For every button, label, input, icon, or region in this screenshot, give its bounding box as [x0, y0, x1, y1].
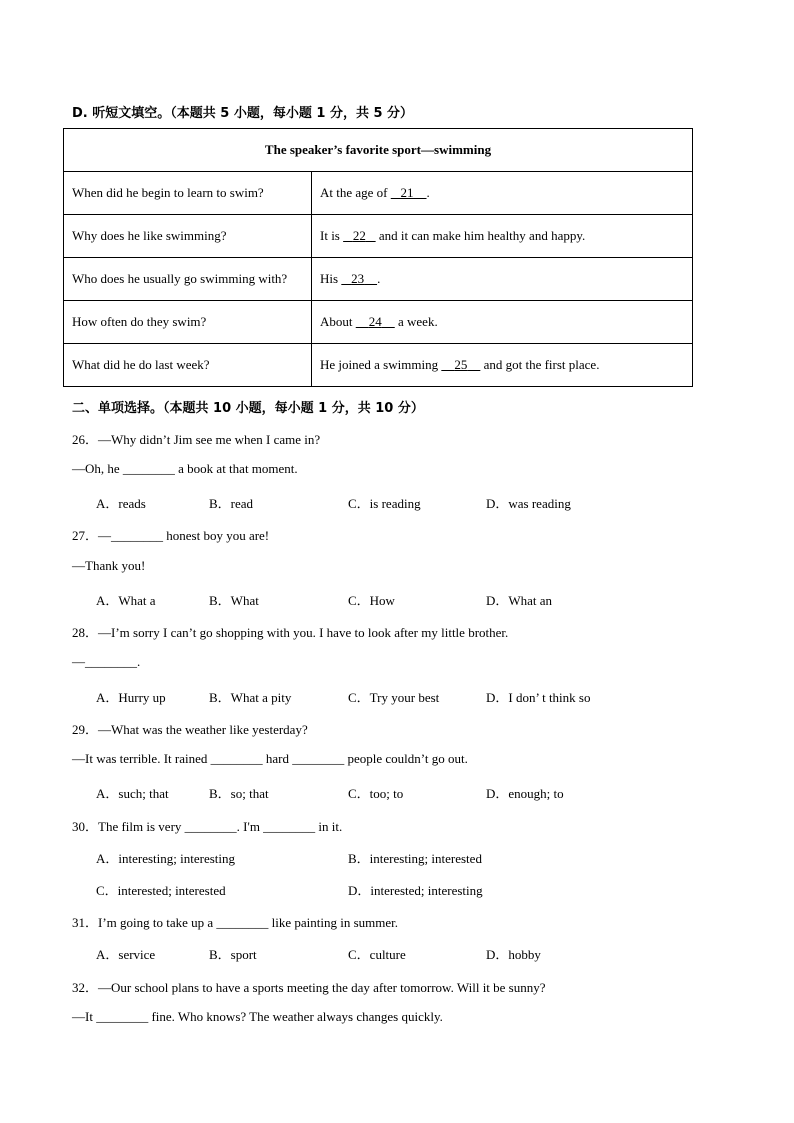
option-d[interactable]: D．enough; to — [486, 786, 564, 801]
option-b[interactable]: B．read — [209, 496, 254, 511]
row-question: Who does he usually go swimming with? — [64, 258, 312, 301]
question-stem: 31．I’m going to take up a ________ like painting in summer. — [72, 915, 399, 930]
row-question: How often do they swim? — [64, 301, 312, 344]
answer-blank: 24 — [368, 314, 382, 329]
answer-blank: 21 — [400, 185, 414, 200]
row-answer — [312, 215, 693, 258]
table-title: The speaker’s favorite sport—swimming — [64, 129, 693, 172]
question-stem: —Oh, he ________ a book at that moment. — [72, 461, 298, 476]
answer-prefix: He joined a swimming — [320, 357, 439, 372]
row-answer — [312, 344, 693, 387]
question-stem: 28．—I’m sorry I can’t go shopping with you. I have to look after my little brother. — [72, 625, 509, 640]
answer-blank: 25 — [454, 357, 468, 372]
answer-suffix: a week. — [398, 314, 438, 329]
row-answer — [312, 258, 693, 301]
answer-blank: 23 — [351, 271, 365, 286]
table-header-row — [64, 129, 693, 172]
option-c[interactable]: C．too; to — [348, 786, 404, 801]
option-d[interactable]: D．was reading — [486, 496, 571, 511]
question-stem: —It was terrible. It rained ________ hard ________ people couldn’t go out. — [72, 751, 468, 766]
answer-prefix: It is — [320, 228, 340, 243]
option-a[interactable]: A．service — [96, 947, 156, 962]
answer-prefix: His — [320, 271, 339, 286]
table-row — [64, 215, 693, 258]
option-c[interactable]: C．How — [348, 593, 395, 608]
option-b[interactable]: B．interesting; interested — [348, 851, 482, 866]
option-d[interactable]: D．I don’ t think so — [486, 690, 591, 705]
option-d[interactable]: D．hobby — [486, 947, 541, 962]
row-answer — [312, 172, 693, 215]
section-2-heading: 二、单项选择。（本题共 10 小题，每小题 1 分，共 10 分） — [72, 401, 424, 416]
option-a[interactable]: A．Hurry up — [96, 690, 166, 705]
option-b[interactable]: B．sport — [209, 947, 257, 962]
table-row — [64, 258, 693, 301]
answer-prefix: At the age of — [320, 185, 388, 200]
option-b[interactable]: B．What — [209, 593, 259, 608]
answer-blank: 22 — [352, 228, 366, 243]
row-question: When did he begin to learn to swim? — [64, 172, 312, 215]
option-b[interactable]: B．What a pity — [209, 690, 292, 705]
option-a[interactable]: A．interesting; interesting — [96, 851, 236, 866]
question-stem: 27．—________ honest boy you are! — [72, 528, 270, 543]
answer-suffix: . — [426, 185, 430, 200]
option-a[interactable]: A．such; that — [96, 786, 169, 801]
option-a[interactable]: A．reads — [96, 496, 146, 511]
answer-suffix: and it can make him healthy and happy. — [378, 228, 586, 243]
question-stem: —It ________ fine. Who knows? The weather always changes quickly. — [72, 1009, 443, 1024]
table-row — [64, 172, 693, 215]
table-row — [64, 301, 693, 344]
option-c[interactable]: C．culture — [348, 947, 406, 962]
question-stem: 29．—What was the weather like yesterday? — [72, 722, 308, 737]
answer-suffix: . — [377, 271, 381, 286]
option-c[interactable]: C．Try your best — [348, 690, 440, 705]
option-c[interactable]: C．is reading — [348, 496, 421, 511]
question-stem: —________. — [72, 654, 141, 669]
answer-suffix: and got the first place. — [483, 357, 600, 372]
answer-prefix: About — [320, 314, 353, 329]
section-d-heading: D. 听短文填空。（本题共 5 小题，每小题 1 分，共 5 分） — [72, 106, 414, 121]
question-stem: 30．The film is very ________. I'm ________ in it. — [72, 819, 343, 834]
question-stem: 32．—Our school plans to have a sports meeting the day after tomorrow. Will it be sunny? — [72, 980, 546, 995]
option-a[interactable]: A．What a — [96, 593, 156, 608]
row-answer — [312, 301, 693, 344]
row-question: Why does he like swimming? — [64, 215, 312, 258]
option-d[interactable]: D．What an — [486, 593, 553, 608]
option-b[interactable]: B．so; that — [209, 786, 269, 801]
listening-table — [63, 128, 693, 387]
row-question: What did he do last week? — [64, 344, 312, 387]
table-row — [64, 344, 693, 387]
option-d[interactable]: D．interested; interesting — [348, 883, 483, 898]
question-stem: —Thank you! — [72, 558, 146, 573]
option-c[interactable]: C．interested; interested — [96, 883, 226, 898]
question-stem: 26．—Why didn’t Jim see me when I came in? — [72, 432, 321, 447]
